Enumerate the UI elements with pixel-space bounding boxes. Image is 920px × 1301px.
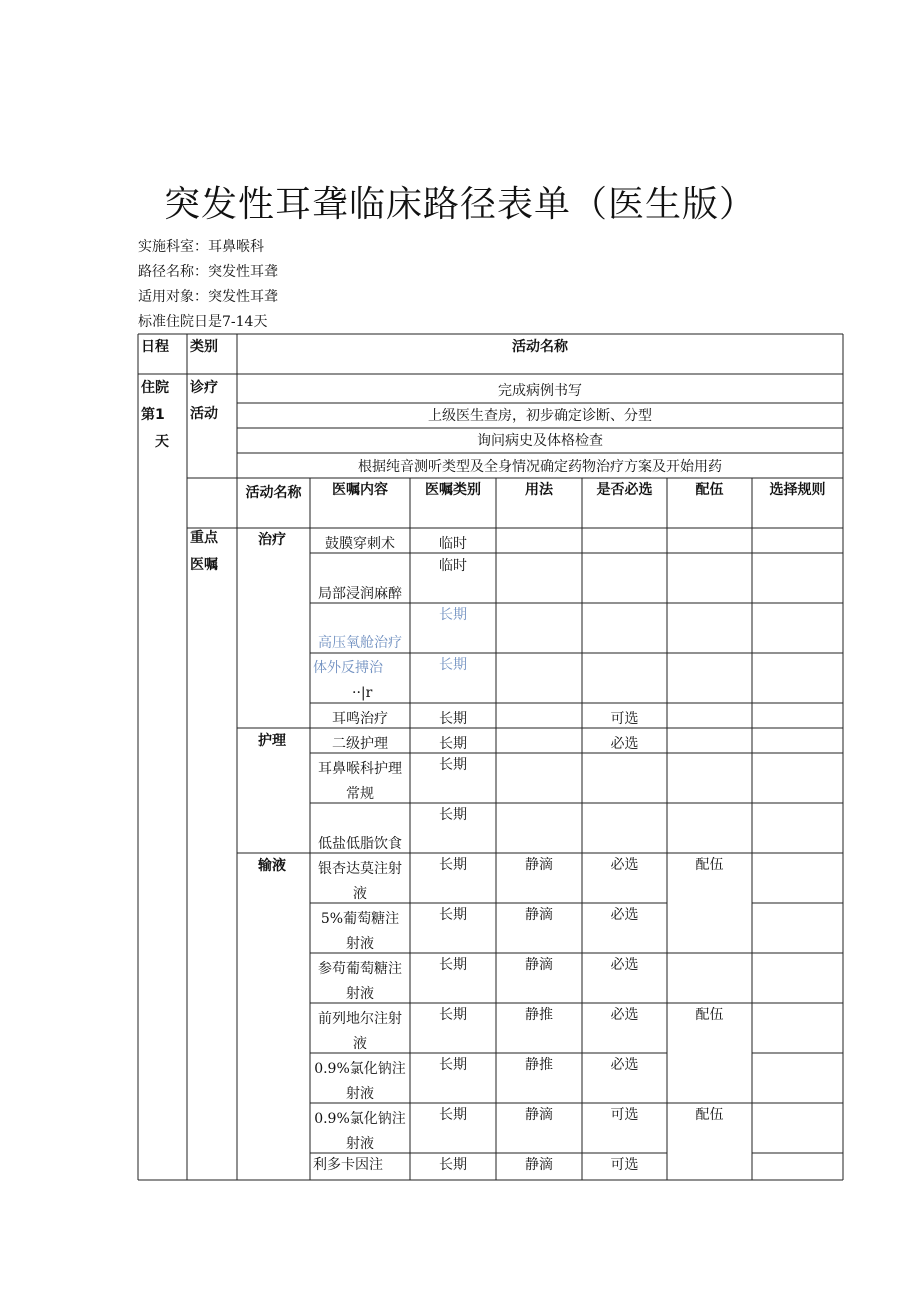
order-content: 局部浸润麻醉 bbox=[318, 586, 402, 602]
order-required: 必选 bbox=[610, 857, 639, 873]
order-content: 二级护理 bbox=[332, 736, 388, 752]
order-content: 0.9%氯化钠注 bbox=[314, 1111, 406, 1127]
order-content-line2: 液 bbox=[353, 1036, 367, 1052]
order-type: 长期 bbox=[439, 1157, 467, 1173]
order-content-line2: 射液 bbox=[346, 1136, 374, 1152]
order-content: 耳鼻喉科护理 bbox=[318, 761, 402, 777]
order-type: 长期 bbox=[439, 657, 467, 673]
order-usage: 静滴 bbox=[525, 957, 553, 973]
order-content-line2: 射液 bbox=[346, 936, 374, 952]
order-required: 必选 bbox=[610, 1007, 639, 1023]
order-content: 耳鸣治疗 bbox=[332, 711, 388, 727]
order-type: 长期 bbox=[439, 907, 467, 923]
diag-category-line1: 诊疗 bbox=[190, 380, 218, 396]
order-content: 5%葡萄糖注 bbox=[320, 911, 400, 927]
order-content-line2: 射液 bbox=[346, 1086, 374, 1102]
order-content: 鼓膜穿刺术 bbox=[325, 536, 395, 552]
day1-line3: 天 bbox=[155, 434, 169, 450]
order-required: 必选 bbox=[610, 957, 639, 973]
order-usage: 静推 bbox=[525, 1007, 553, 1023]
meta-dept: 实施科室：耳鼻喉科 bbox=[138, 239, 264, 255]
order-content: 前列地尔注射 bbox=[318, 1011, 402, 1027]
group-infusion: 输液 bbox=[258, 858, 286, 874]
order-type: 长期 bbox=[439, 807, 467, 823]
order-usage: 静滴 bbox=[525, 907, 553, 923]
order-content: 体外反搏治 bbox=[313, 660, 383, 676]
orders-header-type: 医嘱类别 bbox=[425, 482, 481, 498]
order-content-line2: 常规 bbox=[346, 786, 374, 802]
order-type: 长期 bbox=[439, 711, 467, 727]
order-combo: 配伍 bbox=[695, 1007, 724, 1023]
header-category: 类别 bbox=[190, 339, 218, 355]
order-type: 长期 bbox=[439, 1057, 467, 1073]
orders-header-combo: 配伍 bbox=[695, 482, 724, 498]
page-title: 突发性耳聋临床路径表单（医生版） bbox=[163, 184, 756, 225]
order-usage: 静滴 bbox=[525, 1107, 553, 1123]
order-content-fragment: ··|r bbox=[352, 685, 373, 701]
group-treatment: 治疗 bbox=[258, 532, 286, 548]
group-nursing: 护理 bbox=[258, 733, 286, 749]
diag-category-line2: 活动 bbox=[190, 406, 218, 422]
diag-item: 完成病例书写 bbox=[498, 383, 582, 399]
order-combo: 配伍 bbox=[695, 857, 724, 873]
order-type: 长期 bbox=[439, 757, 467, 773]
order-type: 临时 bbox=[439, 536, 467, 552]
meta-stay: 标准住院日是7-14天 bbox=[138, 314, 268, 330]
order-usage: 静滴 bbox=[525, 857, 553, 873]
order-content-line2: 液 bbox=[353, 886, 367, 902]
order-combo: 配伍 bbox=[695, 1107, 724, 1123]
orders-header-content: 医嘱内容 bbox=[332, 482, 388, 498]
order-content-line2: 射液 bbox=[346, 986, 374, 1002]
order-content: 0.9%氯化钠注 bbox=[314, 1061, 406, 1077]
order-required: 必选 bbox=[610, 1057, 639, 1073]
diag-item: 根据纯音测听类型及全身情况确定药物治疗方案及开始用药 bbox=[358, 459, 722, 475]
order-content: 低盐低脂饮食 bbox=[318, 836, 402, 852]
meta-target: 适用对象：突发性耳聋 bbox=[138, 289, 278, 305]
order-required: 可选 bbox=[610, 1107, 639, 1123]
order-content: 高压氧舱治疗 bbox=[318, 635, 402, 651]
order-required: 必选 bbox=[610, 907, 639, 923]
order-content: 参苟葡萄糖注 bbox=[318, 961, 402, 977]
order-usage: 静滴 bbox=[525, 1157, 553, 1173]
order-type: 长期 bbox=[439, 957, 467, 973]
order-usage: 静推 bbox=[525, 1057, 553, 1073]
meta-path-name: 路径名称：突发性耳聋 bbox=[138, 264, 278, 280]
header-day: 日程 bbox=[141, 339, 169, 355]
order-required: 可选 bbox=[610, 711, 639, 727]
order-content: 利多卡因注 bbox=[313, 1157, 383, 1173]
key-orders-line2: 医嘱 bbox=[190, 557, 218, 573]
order-type: 长期 bbox=[439, 857, 467, 873]
order-type: 临时 bbox=[439, 558, 467, 574]
order-required: 必选 bbox=[610, 736, 639, 752]
day1-line1: 住院 bbox=[141, 380, 169, 396]
order-type: 长期 bbox=[439, 1107, 467, 1123]
order-type: 长期 bbox=[439, 607, 467, 623]
order-type: 长期 bbox=[439, 736, 467, 752]
orders-header-required: 是否必选 bbox=[596, 482, 653, 498]
order-required: 可选 bbox=[610, 1157, 639, 1173]
key-orders-line1: 重点 bbox=[190, 530, 218, 546]
order-content: 银杏达莫注射 bbox=[318, 861, 402, 877]
orders-header-rule: 选择规则 bbox=[769, 482, 826, 498]
order-type: 长期 bbox=[439, 1007, 467, 1023]
diag-item: 询问病史及体格检查 bbox=[477, 433, 603, 449]
header-activity: 活动名称 bbox=[512, 339, 568, 355]
diag-item: 上级医生查房，初步确定诊断、分型 bbox=[428, 408, 652, 424]
orders-header-activity: 活动名称 bbox=[245, 485, 302, 501]
orders-header-usage: 用法 bbox=[525, 482, 553, 498]
day1-line2: 第1 bbox=[141, 407, 165, 423]
